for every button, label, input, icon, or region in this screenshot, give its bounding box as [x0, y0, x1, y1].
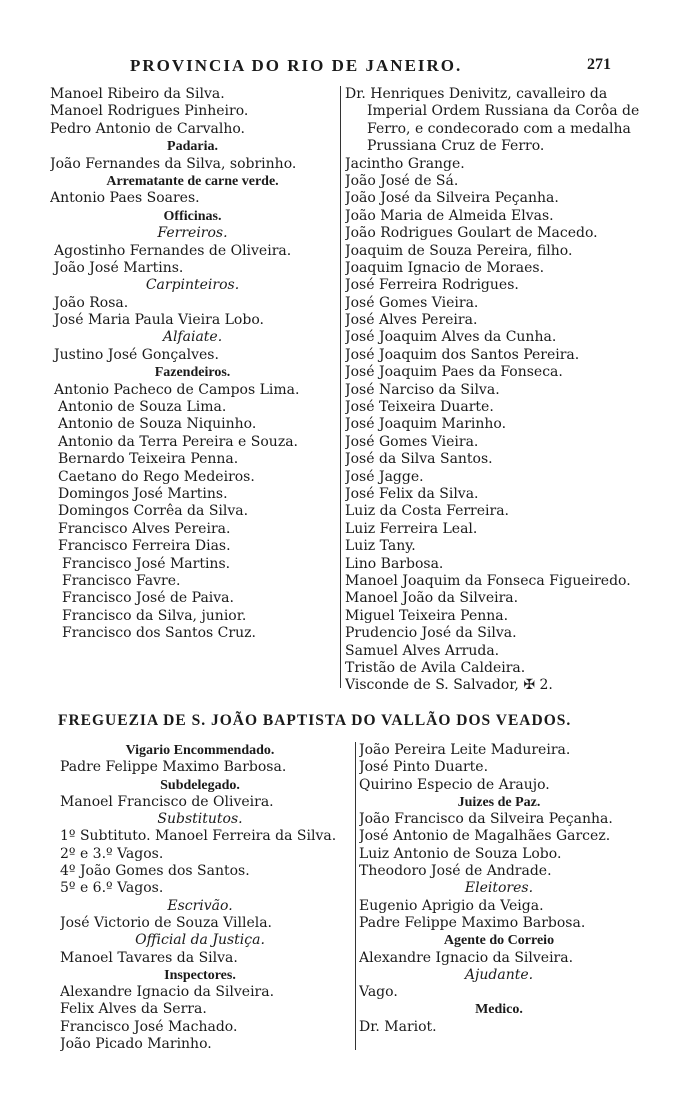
list-item: Dr. Mariot.	[359, 1018, 437, 1035]
list-item: Alexandre Ignacio da Silveira.	[60, 984, 275, 1001]
list-item: José Alves Pereira.	[345, 312, 478, 329]
category-heading: Juizes de Paz.	[457, 794, 541, 810]
category-heading: Arrematante de carne verde.	[106, 173, 279, 189]
list-item: Padre Felippe Maximo Barbosa.	[60, 759, 287, 776]
list-item: Luiz Tany.	[345, 538, 416, 555]
list-item: 2º e 3.º Vagos.	[60, 845, 164, 862]
list-item: Agostinho Fernandes de Oliveira.	[54, 242, 292, 259]
list-item: Caetano do Rego Medeiros.	[58, 468, 255, 485]
list-item: Joaquim de Souza Pereira, filho.	[345, 242, 573, 259]
list-item: José Ferreira Rodrigues.	[345, 277, 519, 294]
list-item: Luiz Ferreira Leal.	[345, 520, 478, 537]
list-item: José Joaquim dos Santos Pereira.	[345, 346, 580, 363]
category-heading: Inspectores.	[164, 967, 236, 983]
list-item: João Fernandes da Silva, sobrinho.	[50, 155, 297, 172]
category-heading: Fazendeiros.	[154, 365, 231, 381]
list-item: Francisco Favre.	[62, 572, 181, 589]
list-item: 4º João Gomes dos Santos.	[60, 863, 250, 880]
list-item: Francisco da Silva, junior.	[62, 607, 247, 624]
list-item: José da Silva Santos.	[345, 451, 493, 468]
category-heading: Padaria.	[167, 139, 218, 155]
list-item: Luiz da Costa Ferreira.	[345, 503, 509, 520]
category-heading: Vigario Encommendado.	[125, 743, 275, 758]
list-item: José Gomes Vieira.	[345, 433, 479, 450]
right-column-upper	[340, 86, 645, 694]
list-item: Dr. Henriques Denivitz, cavalleiro da	[345, 86, 608, 102]
list-item: José Joaquim Marinho.	[345, 416, 507, 433]
list-item: João Rodrigues Goulart de Macedo.	[345, 225, 598, 242]
list-item: Antonio de Souza Lima.	[58, 399, 227, 416]
category-heading: Subdelegado.	[160, 777, 240, 793]
list-item-continuation: Ferro, e condecorado com a medalha	[367, 120, 631, 137]
list-item: José Narciso da Silva.	[345, 381, 500, 398]
list-item: Francisco José Martins.	[62, 555, 231, 572]
list-item: Padre Felippe Maximo Barbosa.	[359, 914, 586, 931]
page-header	[0, 56, 693, 84]
list-item: José Felix da Silva.	[345, 485, 479, 502]
list-item: Antonio Pacheco de Campos Lima.	[54, 381, 300, 398]
list-item: José Maria Paula Vieira Lobo.	[54, 312, 264, 329]
category-subheading: Eleitores.	[464, 880, 534, 897]
list-item: Lino Barbosa.	[345, 555, 444, 572]
list-item: Francisco José Machado.	[60, 1018, 238, 1035]
left-column-upper	[50, 86, 335, 643]
page-number: 271	[587, 56, 611, 73]
list-item: José Jagge.	[345, 468, 424, 485]
list-item: José Victorio de Souza Villela.	[60, 914, 273, 931]
list-item: Quirino Especio de Araujo.	[359, 776, 550, 793]
list-item: Manoel João da Silveira.	[345, 590, 519, 607]
category-subheading: Ferreiros.	[157, 225, 228, 242]
category-subheading: Substitutos.	[157, 811, 243, 828]
list-item: Jacintho Grange.	[345, 155, 465, 172]
left-column-lower	[60, 742, 340, 1053]
list-item: Bernardo Teixeira Penna.	[58, 451, 239, 468]
list-item: Alexandre Ignacio da Silveira.	[359, 949, 574, 966]
list-item: José Gomes Vieira.	[345, 294, 479, 311]
category-subheading: Ajudante.	[464, 966, 534, 983]
list-item: Samuel Alves Arruda.	[345, 642, 500, 659]
list-item: Prudencio José da Silva.	[345, 625, 517, 642]
list-item: Justino José Gonçalves.	[54, 346, 219, 363]
list-item: Joaquim Ignacio de Moraes.	[345, 259, 545, 276]
list-item: Eugenio Aprigio da Veiga.	[359, 897, 544, 914]
parish-section-title: FREGUEZIA DE S. JOÃO BAPTISTA DO VALLÃO DOS VEADOS.	[58, 712, 572, 729]
right-column-lower	[355, 742, 639, 1050]
list-item: José Pinto Duarte.	[359, 759, 489, 776]
list-item: Antonio da Terra Pereira e Souza.	[58, 433, 298, 450]
list-item: Felix Alves da Serra.	[60, 1001, 207, 1018]
list-item: João José da Silveira Peçanha.	[345, 190, 559, 207]
list-item: Vago.	[359, 984, 398, 1001]
list-item: Antonio de Souza Niquinho.	[58, 416, 257, 433]
list-item: 1º Subtituto. Manoel Ferreira da Silva.	[60, 828, 337, 845]
list-item: José Joaquim Alves da Cunha.	[345, 329, 557, 346]
list-item: Domingos Corrêa da Silva.	[58, 503, 249, 520]
list-item: Domingos José Martins.	[58, 485, 228, 502]
list-item: José Joaquim Paes da Fonseca.	[345, 364, 563, 381]
list-item: Visconde de S. Salvador, ✠ 2.	[345, 677, 553, 694]
list-item: Francisco José de Paiva.	[62, 590, 234, 607]
list-item: Manoel Francisco de Oliveira.	[60, 793, 274, 810]
list-item: Francisco Ferreira Dias.	[58, 538, 231, 555]
list-item-continuation: Prussiana Cruz de Ferro.	[367, 138, 545, 155]
list-item: Francisco Alves Pereira.	[58, 520, 231, 537]
list-item: Miguel Teixeira Penna.	[345, 607, 509, 624]
list-item: Theodoro José de Andrade.	[359, 863, 552, 880]
list-item: Manoel Ribeiro da Silva.	[50, 86, 225, 102]
category-subheading: Alfaiate.	[162, 329, 223, 346]
list-item: Tristão de Avila Caldeira.	[345, 659, 526, 676]
list-item: João Pereira Leite Madureira.	[359, 742, 571, 758]
list-item: João José Martins.	[54, 259, 184, 276]
category-heading: Agente do Correio	[443, 933, 555, 949]
category-heading: Medico.	[475, 1002, 523, 1018]
list-item: João Rosa.	[54, 294, 129, 311]
category-subheading: Official da Justiça.	[135, 932, 265, 949]
category-heading: Officinas.	[163, 208, 222, 224]
list-item: José Teixeira Duarte.	[345, 399, 494, 416]
list-item: João Maria de Almeida Elvas.	[345, 207, 554, 224]
list-item: Antonio Paes Soares.	[50, 190, 200, 207]
list-item: João José de Sá.	[345, 172, 459, 189]
list-item: José Antonio de Magalhães Garcez.	[359, 828, 611, 845]
list-item: Francisco dos Santos Cruz.	[62, 625, 256, 642]
list-item: João Francisco da Silveira Peçanha.	[359, 811, 613, 828]
list-item: Manoel Tavares da Silva.	[60, 949, 238, 966]
list-item: Manoel Joaquim da Fonseca Figueiredo.	[345, 572, 631, 589]
list-item-continuation: Imperial Ordem Russiana da Corôa de	[367, 103, 640, 120]
list-item: 5º e 6.º Vagos.	[60, 880, 164, 897]
category-subheading: Carpinteiros.	[145, 277, 240, 294]
list-item: João Picado Marinho.	[60, 1036, 212, 1053]
list-item: Luiz Antonio de Souza Lobo.	[359, 845, 562, 862]
category-subheading: Escrivão.	[167, 897, 233, 914]
list-item: Manoel Rodrigues Pinheiro.	[50, 103, 249, 120]
running-head: PROVINCIA DO RIO DE JANEIRO.	[130, 56, 463, 75]
list-item: Pedro Antonio de Carvalho.	[50, 120, 245, 137]
